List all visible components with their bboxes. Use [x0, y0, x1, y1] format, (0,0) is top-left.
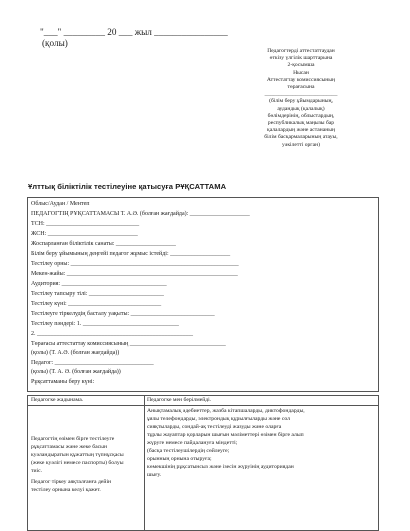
form-line: 2. ____________________________________________________	[31, 331, 193, 337]
col1-line: рұқсаттамасы және жеке басын	[31, 444, 108, 450]
form-line: ТСН: _______________________________	[31, 221, 140, 227]
recipient-line: бөлімдерінің, облыстардың,	[267, 112, 335, 119]
column-divider	[144, 396, 145, 530]
col2-line: (басқа тестілеушілердің сөйлеуге;	[147, 448, 230, 454]
col1-line: тиіс.	[31, 468, 43, 474]
recipient-line: (білім беру ұйымдарының,	[269, 98, 333, 105]
recipient-line: Аттестаттау комиссиясының	[266, 76, 336, 83]
recipient-line: білім басқармаларының атауы,	[264, 134, 338, 141]
col2-line: шығу.	[147, 472, 162, 478]
col2-line: орынның орнына отыруға;	[147, 456, 212, 462]
recipient-line: қалалардың және астананың	[267, 127, 335, 134]
recipient-line: аудандық (қалалық)	[277, 105, 325, 112]
form-line: Педагог: _________________________________	[31, 360, 154, 366]
form-line: Рұқсаттаманы беру күні:	[31, 379, 95, 385]
col1-header: Педагогке жадынама.	[31, 397, 84, 403]
form-line: (қолы) (Т. А. Ә. (болған жағдайда))	[31, 369, 121, 375]
recipient-line: уәкілетті орган)	[282, 141, 320, 148]
recipient-line: __________________________	[264, 91, 338, 98]
document-title: Ұлттық біліктілік тестілеуіне қатысуға РҰҚСАТТАМА	[28, 182, 227, 191]
col2-line: Анықтамалық әдебиеттер, жазба кітапшаларды, диктофондарды,	[147, 408, 305, 414]
col1-line: Педагогтің өзімен бірге тестілеуге	[31, 436, 115, 442]
form-line: Тестілеу пәндері: 1. ________________________________	[31, 321, 179, 327]
form-line: ПЕДАГОГТІҢ РҰҚСАТТАМАСЫ Т. А.Ә. (болған жағдайда): ____________________	[31, 211, 250, 217]
recipient-block	[246, 48, 356, 149]
form-line: Аудитория: ___________________________________	[31, 281, 167, 287]
form-line: Жоспарланған біліктілік санаты: ____________________	[31, 241, 176, 247]
recipient-line: 2-қосымша	[287, 62, 315, 69]
date-line: "___" _________ 20 ___ жыл ________________	[40, 27, 228, 37]
form-line: Облыс/Аудан / Ментеп	[31, 201, 90, 207]
form-line: Тестілеу күні: _______________________________	[31, 301, 162, 307]
form-line: Тестілеуге тіркелудің басталу уақыты: ____________________________	[31, 311, 215, 317]
header-divider	[28, 405, 378, 406]
form-line: Тестілеу орны: ________________________________________________________	[31, 261, 239, 267]
recipient-line: Педагогтерді аттестаттаудан	[267, 48, 335, 54]
form-line: ЖСН: ______________________________	[31, 231, 138, 237]
col2-header: Педагогке мен берілмейді.	[147, 397, 212, 403]
col2-line: сияқтыларды, сондай-ақ тестілеуді жазуды және оларға	[147, 424, 282, 430]
form-line: Тестілеу тапсыру тілі: _________________________	[31, 291, 164, 297]
col1-line: тестілеу орнына келуі қажет.	[31, 487, 101, 493]
recipient-line: өткізу үлгілік шарттарына	[269, 55, 333, 62]
col2-line: жүруге немесе пайдалануға міндетті;	[147, 440, 238, 446]
col1-line: куәландыратын құжаттың түпнұсқасы	[31, 452, 124, 458]
form-line: Төрағасы аттестаттау комиссиясының ________________________________	[31, 341, 226, 347]
col1-line: Педагог тіркеу аяқталғанға дейін	[31, 479, 112, 485]
recipient-line: Нысан	[293, 69, 309, 76]
recipient-line: төрағасына	[287, 84, 315, 91]
form-line: (қолы) (Т. А.Ә. (болған жағдайда))	[31, 350, 120, 356]
recipient-line: республикалық маңызы бар	[267, 120, 335, 127]
col2-line: тұрлы жауаптар қорларын шығын мәліметтері өзімен бірге алып	[147, 432, 304, 438]
signature-caption: (қолы)	[42, 38, 68, 48]
form-line: Мекен-жайы: _________________________________________________________	[31, 271, 238, 277]
memo-table	[27, 395, 379, 531]
col1-line: (жеке куәлігі немесе паспорты) болуы	[31, 460, 124, 466]
col2-line: ұялы телефондарды, электрондық құрылғыларды және сол	[147, 416, 290, 422]
col2-line: көмекшінің рұқсатынсыз және ізесін жүруінің аудиториядан	[147, 464, 294, 470]
permit-form	[27, 197, 379, 392]
form-line: Білім беру ұйымының деңгейі педагог жұмыс істейді: ____________________	[31, 251, 231, 257]
